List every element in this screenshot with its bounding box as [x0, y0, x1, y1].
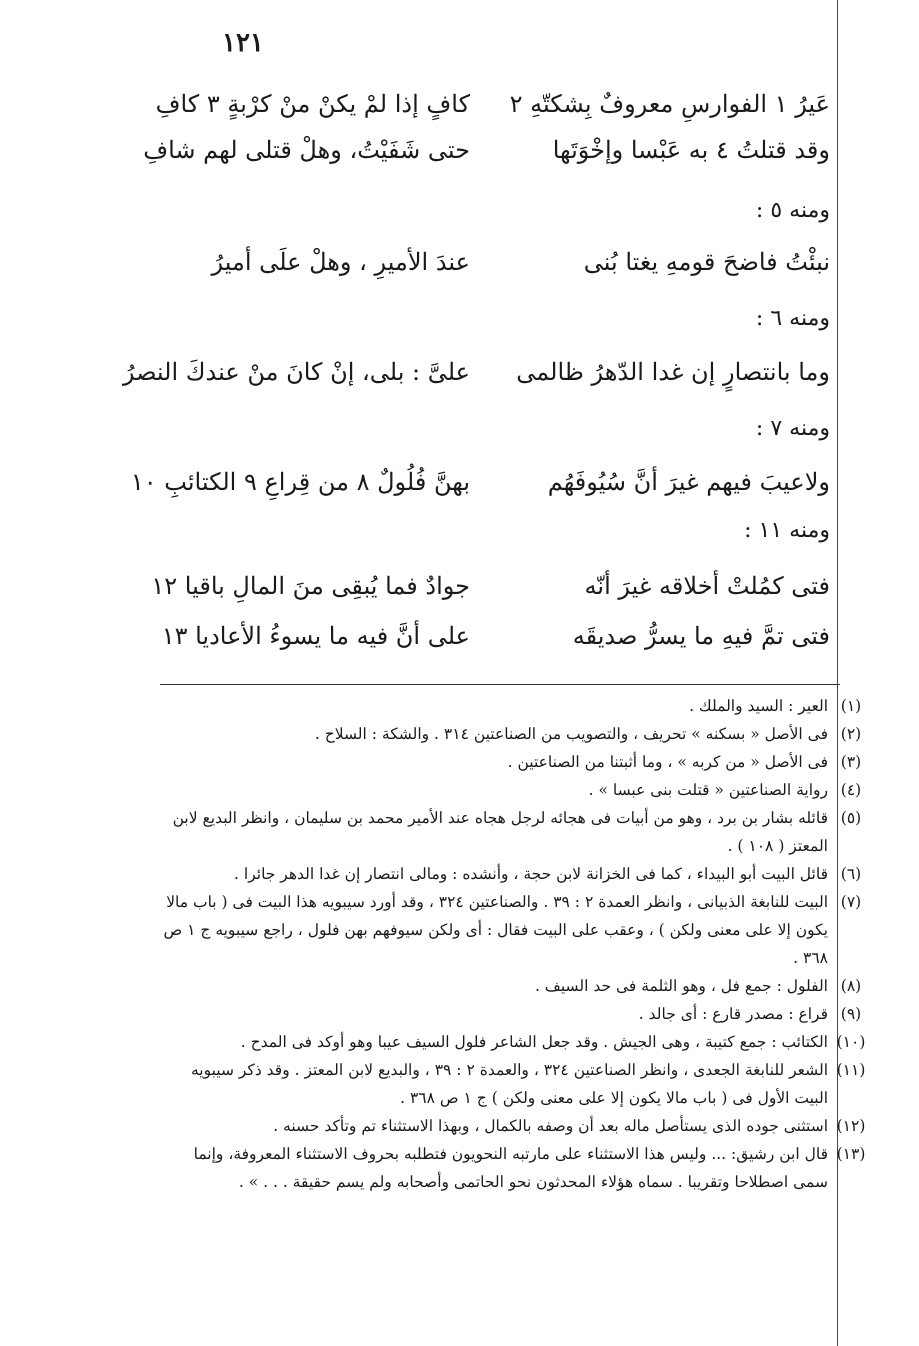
footnote-number: (١٣) [836, 1145, 866, 1163]
footnote [160, 1056, 870, 1112]
hemistich-second: حتى شَفَيْتُ، وهلْ قتلى لهم شافِ [143, 136, 470, 164]
hemistich-first: وما بانتصارٍ إن غدا الدّهرُ ظالمى [516, 358, 830, 386]
footnote-text: فى الأصل « من كربه » ، وما أثبتنا من الصناعتين . [507, 753, 828, 771]
footnote-text: فى الأصل « بسكنه » تحريف ، والتصويب من الصناعتين ٣١٤ . والشكة : السلاح . [314, 725, 828, 743]
footnote-number: (٩) [840, 1005, 862, 1023]
section-intro: ومنه ٥ : [755, 198, 830, 223]
footnote-number: (٧) [840, 893, 862, 911]
hemistich-first: نبئْتُ فاضحَ قومهِ يغتا بُنى [583, 248, 830, 276]
footnote-text: قال ابن رشيق: ... وليس هذا الاستثناء على مارتبه النحويون فتطلبه بحروف الاستثناء المعروفة، وإنما سمى اصطلاحا وتقريبا . سماه هؤلاء المحدثون نحو الحاتمى وأصحابه ولم يسم حقيقة . . . » . [193, 1145, 828, 1191]
verse [150, 248, 830, 292]
hemistich-first: عَيرُ ١ الفوارسِ معروفٌ بِشكتّهِ ٢ [509, 90, 830, 118]
hemistich-second: عندَ الأميرِ ، وهلْ علَى أميرُ [211, 248, 470, 276]
footnote-divider [160, 684, 840, 685]
verse [143, 136, 830, 180]
footnote [160, 804, 870, 860]
hemistich-second: بهنَّ فُلُولٌ ٨ من قِراعِ ٩ الكتائبِ ١٠ [130, 468, 470, 496]
footnote-number: (٤) [840, 781, 862, 799]
footnote [160, 748, 870, 776]
hemistich-second: على أنَّ فيه ما يسوءُ الأعاديا ١٣ [161, 622, 470, 650]
footnote-text: قائله بشار بن برد ، وهو من أبيات فى هجائه لرجل هجاه عند الأمير محمد بن سليمان ، وانظر البديع لابن المعتز ( ١٠٨ ) . [172, 809, 828, 855]
verse [122, 358, 830, 402]
footnote-number: (٥) [840, 809, 862, 827]
hemistich-second: جوادٌ فما يُبقِى منَ المالِ باقيا ١٢ [151, 572, 470, 600]
footnote [160, 692, 870, 720]
footnote-number: (٣) [840, 753, 862, 771]
footnote-text: قراع : مصدر قارع : أى جالد . [638, 1005, 828, 1023]
hemistich-second: كافٍ إذا لمْ يكنْ منْ كرْبةٍ ٣ كافِ [155, 90, 470, 118]
hemistich-first: فتى كمُلتْ أخلاقه غيرَ أنّه [584, 572, 830, 600]
section-intro: ومنه ١١ : [744, 518, 830, 543]
hemistich-first: ولاعيبَ فيهم غيرَ أنَّ سُيُوفَهُم [547, 468, 830, 496]
footnote [160, 860, 870, 888]
footnote-text: رواية الصناعتين « قتلت بنى عبسا » . [588, 781, 828, 799]
section-intro: ومنه ٧ : [755, 416, 830, 441]
footnotes [160, 692, 870, 1196]
footnote-text: البيت للنابغة الذبيانى ، وانظر العمدة ٢ : ٣٩ . والصناعتين ٣٢٤ ، وقد أورد سيبويه هذا البيت فى ( باب مالا يكون إلا على معنى ولكن ) ، وعقب على البيت فقال : أى ولكن سيوفهم بهن فلول ، راجع سيبويه ج ١ ص ٣٦٨ . [163, 893, 828, 967]
footnote-number: (٢) [840, 725, 862, 743]
footnote-text: العير : السيد والملك . [689, 697, 828, 715]
footnote [160, 720, 870, 748]
section-intro: ومنه ٦ : [755, 306, 830, 331]
verse [150, 572, 830, 616]
verse [130, 468, 830, 512]
hemistich-second: علىَّ : بلى، إنْ كانَ منْ عندكَ النصرُ [122, 358, 470, 386]
footnote-number: (١) [840, 697, 862, 715]
verse [150, 622, 830, 666]
hemistich-first: وقد قتلتُ ٤ به عَبْسا وإخْوَتَها [552, 136, 830, 164]
footnote [160, 1028, 870, 1056]
footnote-text: الكتائب : جمع كتيبة ، وهى الجيش . وقد جعل الشاعر فلول السيف عيبا وهو أوكد فى المدح . [240, 1033, 828, 1051]
footnote [160, 1112, 870, 1140]
footnote-number: (١٠) [836, 1033, 866, 1051]
footnote [160, 972, 870, 1000]
footnote-number: (١٢) [836, 1117, 866, 1135]
footnote-text: الفلول : جمع فل ، وهو الثلمة فى حد السيف . [534, 977, 828, 995]
page-number: ١٢١ [222, 28, 264, 58]
footnote-text: الشعر للنابغة الجعدى ، وانظر الصناعتين ٣٢٤ ، والعمدة ٢ : ٣٩ ، والبديع لابن المعتز . وقد ذكر سيبويه البيت الأول فى ( باب مالا يكون إلا على معنى ولكن ) ج ١ ص ٣٦٨ . [190, 1061, 828, 1107]
footnote [160, 1140, 870, 1196]
footnote [160, 888, 870, 972]
verse [150, 90, 830, 134]
footnote-number: (٨) [840, 977, 862, 995]
footnote [160, 1000, 870, 1028]
footnote-text: قائل البيت أبو البيداء ، كما فى الخزانة لابن حجة ، وأنشده : ومالى انتصار إن غدا الدهر جائرا . [234, 865, 828, 883]
footnote-number: (١١) [836, 1061, 866, 1079]
footnote-number: (٦) [840, 865, 862, 883]
hemistich-first: فتى تمَّ فيهِ ما يسرُّ صديقَه [572, 622, 830, 650]
footnote-text: استثنى جوده الذى يستأصل ماله بعد أن وصفه بالكمال ، وبهذا الاستثناء تم وتأكد حسنه . [273, 1117, 828, 1135]
footnote [160, 776, 870, 804]
